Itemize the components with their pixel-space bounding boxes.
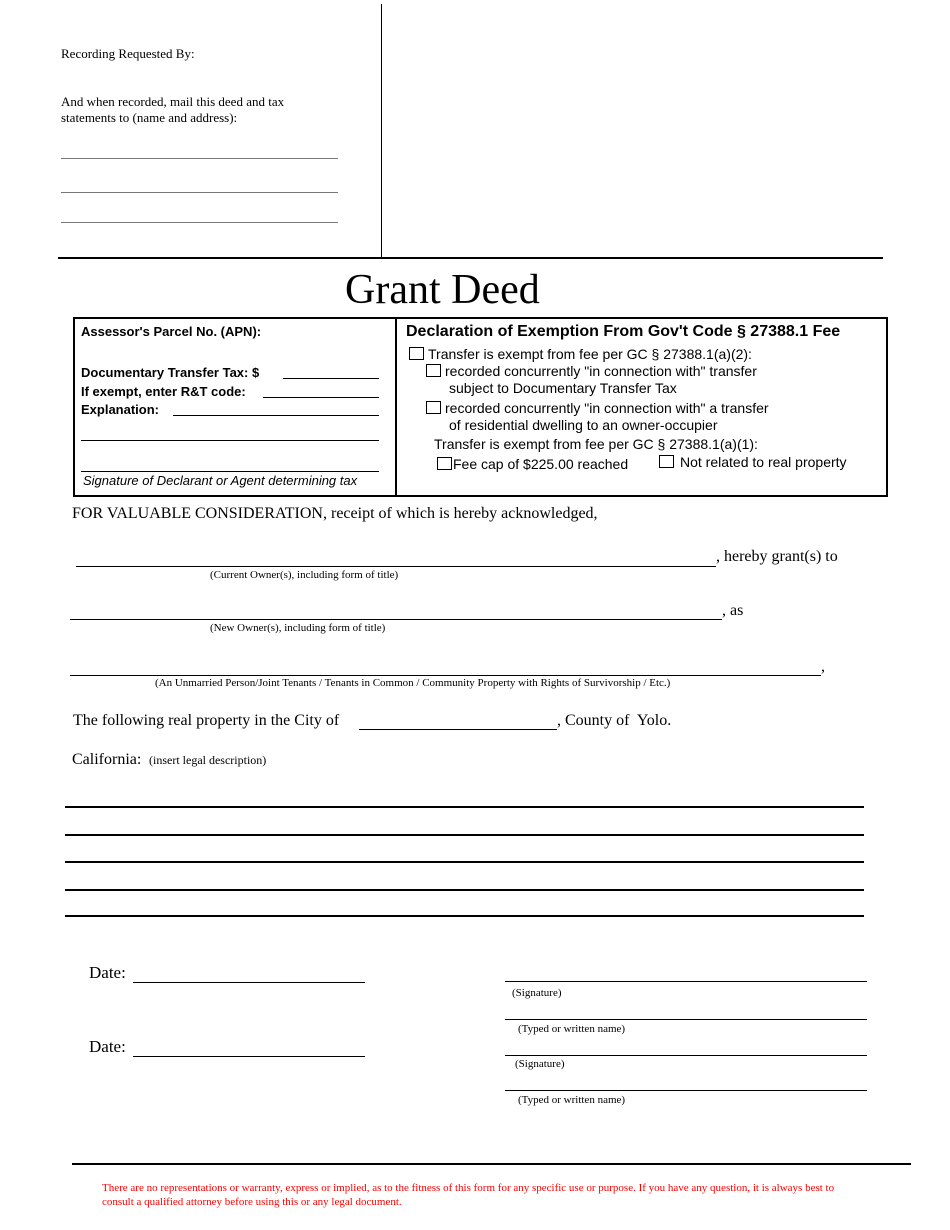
opt1-row[interactable] [426, 363, 757, 379]
header-rule [58, 257, 883, 259]
comma-text: , [821, 658, 825, 675]
legal-description-caption: (insert legal description) [149, 753, 267, 767]
page-title: Grant Deed [345, 267, 540, 313]
signature-field-1[interactable] [505, 981, 867, 982]
address-line-1[interactable] [61, 158, 338, 159]
not-related-checkbox[interactable] [659, 455, 674, 468]
declarant-signature-field[interactable] [81, 471, 379, 472]
rt-code-label: If exempt, enter R&T code: [81, 384, 246, 399]
fee-cap-label: Fee cap of $225.00 reached [453, 456, 629, 472]
new-owner-field[interactable] [70, 619, 722, 620]
recording-requested-by: Recording Requested By: [61, 46, 195, 61]
date-label-2: Date: [89, 1037, 126, 1056]
legal-line-4[interactable] [65, 889, 864, 891]
date-label-1: Date: [89, 963, 126, 982]
mail-to-line2: statements to (name and address): [61, 110, 238, 125]
declarant-signature-caption: Signature of Declarant or Agent determining tax [83, 473, 358, 488]
new-owner-caption: (New Owner(s), including form of title) [210, 622, 386, 634]
tax-box [73, 317, 397, 497]
fee-cap-checkbox[interactable] [437, 457, 452, 470]
not-related-label: Not related to real property [680, 454, 847, 470]
footer-rule [72, 1163, 911, 1165]
mail-to-line1: And when recorded, mail this deed and tax [61, 94, 285, 109]
name-caption-2: (Typed or written name) [518, 1094, 626, 1106]
legal-line-2[interactable] [65, 834, 864, 836]
opt2-checkbox[interactable] [426, 401, 441, 414]
opt2-label-2: of residential dwelling to an owner-occupier [449, 417, 718, 433]
opt2-row[interactable] [426, 400, 769, 416]
signature-field-2[interactable] [505, 1055, 867, 1056]
doc-transfer-tax-field[interactable] [283, 378, 379, 379]
legal-line-1[interactable] [65, 806, 864, 808]
address-line-2[interactable] [61, 192, 338, 193]
exempt-a2-row[interactable] [409, 346, 752, 362]
county-text: , County of Yolo. [557, 712, 672, 729]
date-field-2[interactable] [133, 1056, 365, 1057]
disclaimer-text: There are no representations or warranty, express or implied, as to the fitness of this form for any specific use or purpose. If you have any question, it is always best to consult a qualified attorney before using this or any legal document. [102, 1182, 835, 1208]
california-label: California: [72, 751, 142, 768]
current-owner-caption: (Current Owner(s), including form of title) [210, 569, 399, 581]
signature-caption-2: (Signature) [515, 1058, 565, 1070]
exempt-a2-label: Transfer is exempt from fee per GC § 27388.1(a)(2): [428, 346, 752, 362]
header-divider [381, 4, 382, 258]
name-caption-1: (Typed or written name) [518, 1023, 626, 1035]
fee-cap-row[interactable] [437, 456, 628, 472]
address-line-3[interactable] [61, 222, 338, 223]
opt2-label: recorded concurrently "in connection with" a transfer [445, 400, 769, 416]
city-field[interactable] [359, 729, 557, 730]
date-field-1[interactable] [133, 982, 365, 983]
explanation-field-2[interactable] [81, 440, 379, 441]
rt-code-field[interactable] [263, 397, 379, 398]
opt1-label: recorded concurrently "in connection with" transfer [445, 363, 757, 379]
not-related-row[interactable] [659, 454, 847, 470]
current-owner-field[interactable] [76, 566, 716, 567]
opt1-label-2: subject to Documentary Transfer Tax [449, 380, 677, 396]
name-field-2[interactable] [505, 1090, 867, 1091]
grant-to-text: , hereby grant(s) to [716, 548, 838, 565]
name-field-1[interactable] [505, 1019, 867, 1020]
consideration-text: FOR VALUABLE CONSIDERATION, receipt of which is hereby acknowledged, [72, 505, 598, 522]
exempt-a1-label: Transfer is exempt from fee per GC § 27388.1(a)(1): [434, 436, 758, 452]
legal-line-5[interactable] [65, 915, 864, 917]
tenancy-field[interactable] [70, 675, 821, 676]
opt1-checkbox[interactable] [426, 364, 441, 377]
explanation-label: Explanation: [81, 402, 160, 417]
exemption-heading: Declaration of Exemption From Gov't Code § 27388.1 Fee [406, 323, 841, 340]
doc-transfer-tax-label: Documentary Transfer Tax: $ [81, 365, 260, 380]
exempt-a2-checkbox[interactable] [409, 347, 424, 360]
property-prefix: The following real property in the City of [73, 712, 340, 729]
legal-line-3[interactable] [65, 861, 864, 863]
apn-label: Assessor's Parcel No. (APN): [81, 324, 262, 339]
signature-caption-1: (Signature) [512, 987, 562, 999]
exemption-box [395, 317, 888, 497]
as-text: , as [722, 602, 744, 619]
explanation-field[interactable] [173, 415, 379, 416]
tenancy-caption: (An Unmarried Person/Joint Tenants / Tenants in Common / Community Property with Rights of Survivorship / Etc.) [155, 677, 671, 689]
